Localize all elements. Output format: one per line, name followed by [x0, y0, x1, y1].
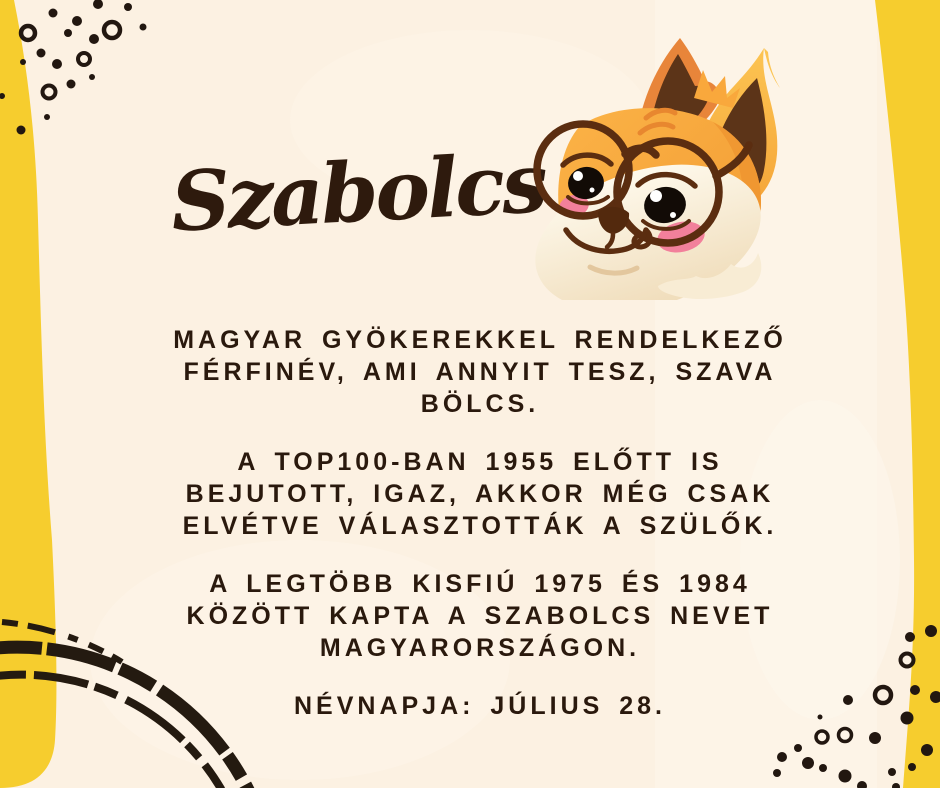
text-line: A LEGTÖBB KISFIÚ 1975 ÉS 1984 [209, 570, 751, 598]
paragraph-popularity [80, 568, 880, 664]
text-line: NÉVNAPJA: JÚLIUS 28. [293, 692, 667, 720]
text-line: FÉRFINÉV, AMI ANNYIT TESZ, SZAVA [183, 358, 777, 386]
page-title: Szabolcs [168, 135, 548, 251]
text-line: KÖZÖTT KAPTA A SZABOLCS NEVET [186, 602, 774, 630]
text-line: MAGYARORSZÁGON. [319, 634, 641, 662]
right-yellow-stripe [875, 0, 940, 788]
text-line: A TOP100-BAN 1955 ELŐTT IS [237, 448, 723, 476]
text-line: MAGYAR GYÖKEREKKEL RENDELKEZŐ [173, 326, 787, 354]
paragraph-top100 [80, 446, 880, 542]
text-line: ELVÉTVE VÁLASZTOTTÁK A SZÜLŐK. [182, 512, 778, 540]
paragraph-meaning [80, 324, 880, 420]
text-line: BEJUTOTT, IGAZ, AKKOR MÉG CSAK [185, 480, 775, 508]
fox-mascot-illustration [528, 34, 812, 300]
paragraph-nameday [80, 690, 880, 722]
description-text [80, 324, 880, 748]
text-line: BÖLCS. [420, 390, 540, 418]
